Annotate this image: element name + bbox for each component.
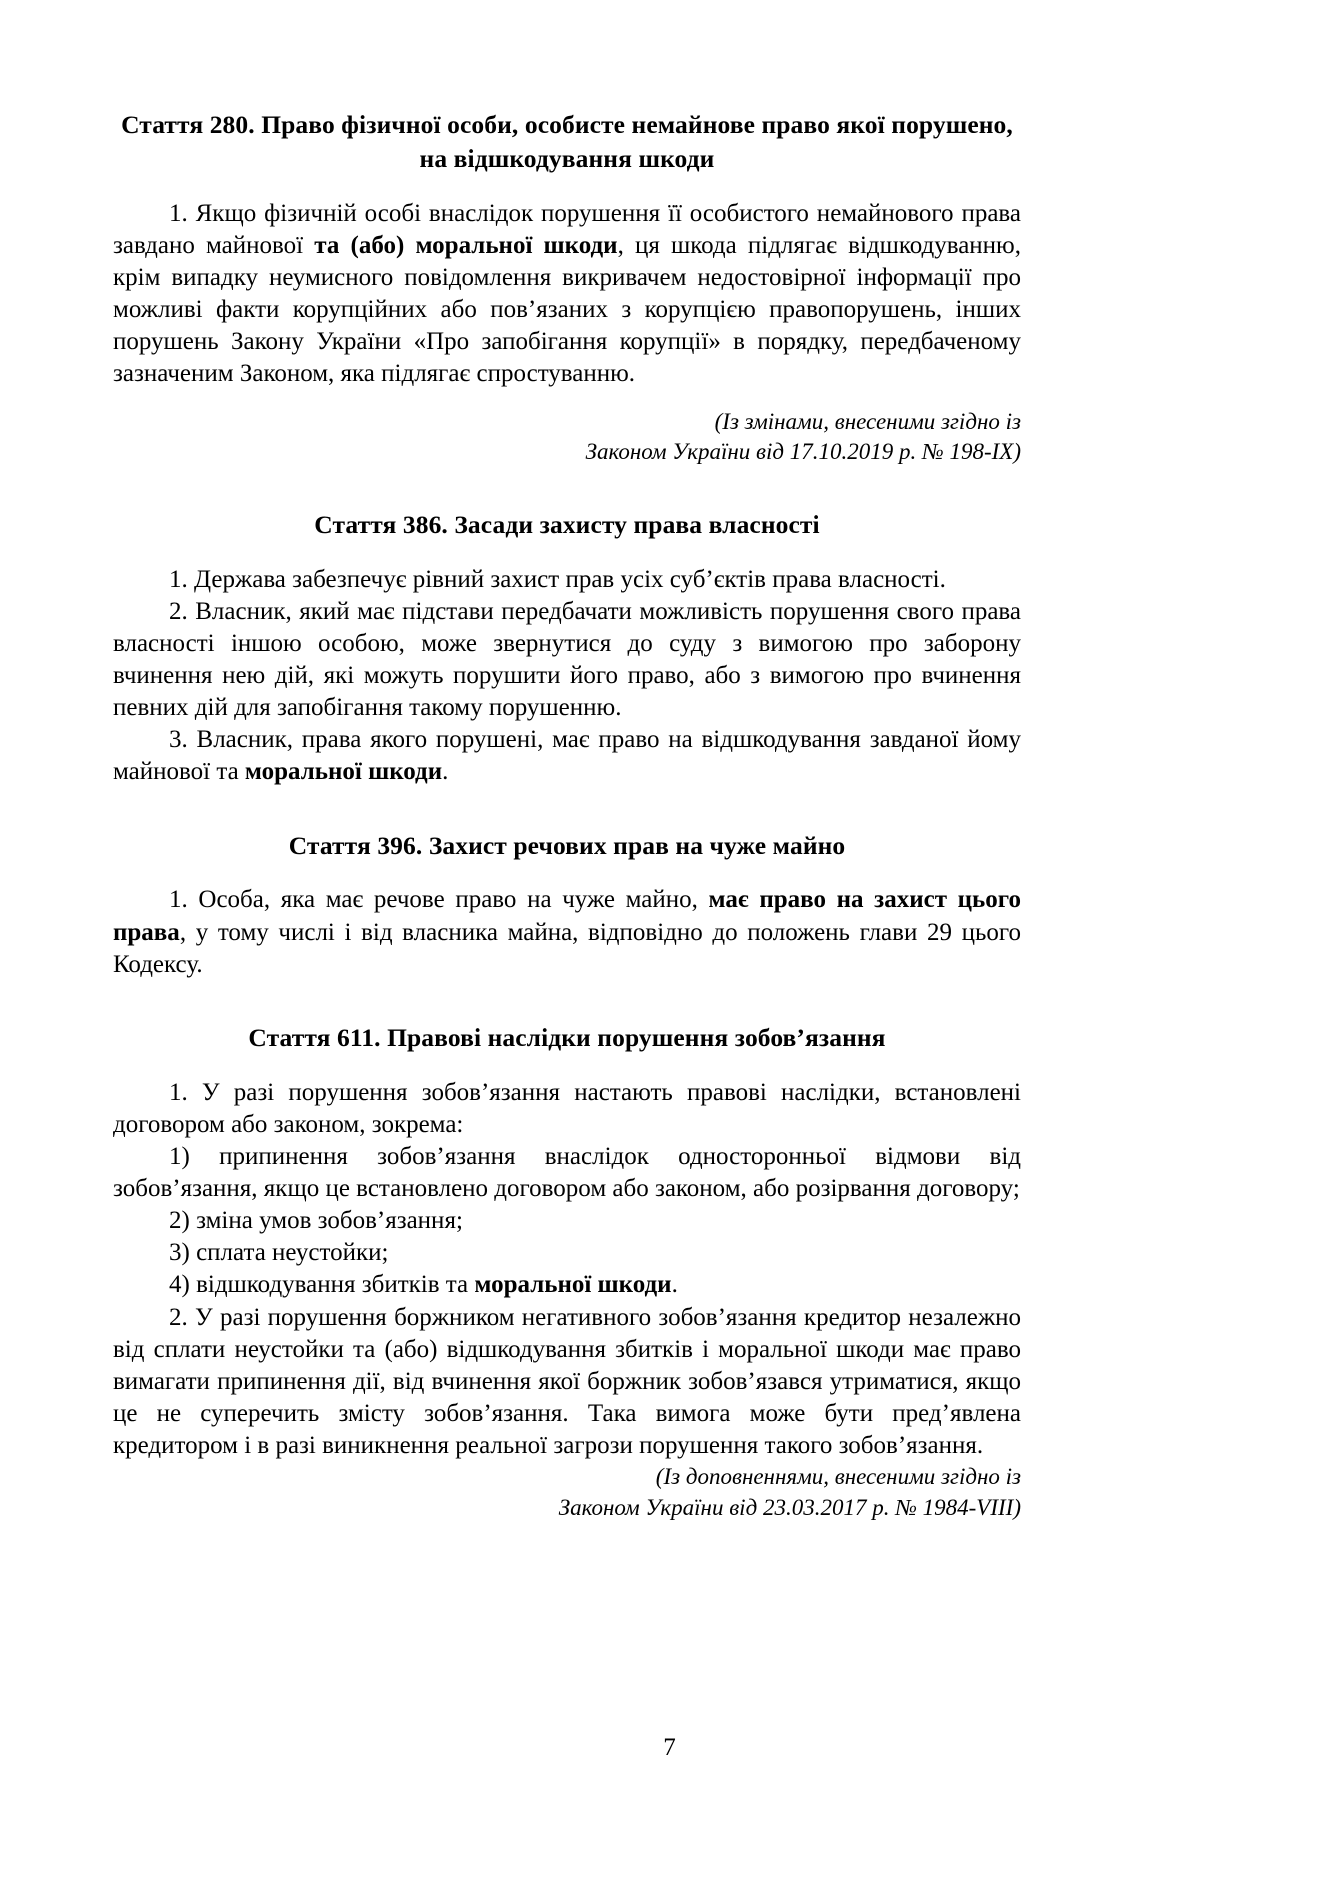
article-386-paragraph-1: 1. Держава забезпечує рівний захист прав усіх суб’єктів права власності. [169, 565, 946, 593]
note-line-1: (Із доповненнями, внесеними згідно із [655, 1464, 1021, 1490]
article-611-list-item-4: 4) відшкодування збитків та моральної шкоди. [169, 1271, 678, 1299]
article-611-amendment-note [113, 1462, 1021, 1523]
article-280-heading-line-2: на відшкодування шкоди [419, 143, 715, 173]
spacer [113, 542, 1021, 564]
text-column [113, 108, 1021, 1523]
article-386-paragraph-3: 3. Власник, права якого порушені, має право на відшкодування завданої йому майнової та моральної шкоди. [113, 726, 1021, 786]
article-280-paragraph-1: 1. Якщо фізичній особі внаслідок порушення її особистого немайнового права завдано майнової та (або) моральної шкоди, ця шкода підлягає відшкодуванню, крім випадку неумисного повідомлення викривачем недостовірної інформації про можливі факти корупційних або пов’язаних з корупцією правопорушень, інших порушень Закону України «Про запобігання корупції» в порядку, передбаченому зазначеним Законом, яка підлягає спростуванню. [113, 199, 1021, 388]
article-386-heading [113, 508, 1021, 542]
article-386-paragraph-2: 2. Власник, який має підстави передбачати можливість порушення свого права власності іншою особою, може звернутися до суду з вимогою про заборону вчинення нею дій, які можуть порушити його право, або з вимогою про вчинення певних дій для запобігання такому порушенню. [113, 597, 1021, 722]
page-number: 7 [663, 1734, 676, 1761]
article-611-list-item-3: 3) сплата неустойки; [169, 1239, 389, 1267]
article-611-list-item-1: 1) припинення зобов’язання внаслідок односторонньої відмови від зобов’язання, якщо це встановлено договором або законом, або розірвання договору; [113, 1142, 1021, 1203]
article-396-heading [113, 829, 1021, 863]
article-280-amendment-note [113, 407, 1021, 468]
spacer [113, 468, 1021, 508]
article-386-heading-line-1: Стаття 386. Засади захисту права власності [314, 509, 820, 539]
article-396-paragraph-1: 1. Особа, яка має речове право на чуже майно, має право на захист цього права, у тому числі і від власника майна, відповідно до положень глави 29 цього Кодексу. [113, 886, 1021, 978]
spacer [113, 1055, 1021, 1077]
article-280-heading-line-1: Стаття 280. Право фізичної особи, особисте немайнове право якої порушено, [121, 110, 1013, 139]
article-396-heading-line-1: Стаття 396. Захист речових прав на чуже майно [288, 830, 846, 860]
note-line-2: Законом України від 17.10.2019 р. № 198-IX) [585, 439, 1021, 465]
spacer [113, 981, 1021, 1021]
spacer [113, 789, 1021, 829]
spacer [113, 391, 1021, 407]
spacer [113, 862, 1021, 884]
spacer [113, 176, 1021, 198]
article-611-paragraph-2: 2. У разі порушення боржником негативного зобов’язання кредитор незалежно від сплати неустойки та (або) відшкодування збитків і моральної шкоди має право вимагати припинення дії, від вчинення якої боржник зобов’язався утриматися, якщо це не суперечить змісту зобов’язання. Така вимога може бути пред’явлена кредитором і в разі виникнення реальної загрози порушення такого зобов’язання. [113, 1303, 1021, 1460]
article-611-heading-line-1: Стаття 611. Правові наслідки порушення зобов’язання [248, 1022, 886, 1052]
article-611-heading [113, 1021, 1021, 1055]
article-280-heading [113, 108, 1021, 176]
note-line-1: (Із змінами, внесеними згідно із [714, 408, 1021, 434]
note-line-2: Законом України від 23.03.2017 р. № 1984-VIII) [558, 1494, 1021, 1520]
article-611-list-item-2: 2) зміна умов зобов’язання; [169, 1207, 463, 1235]
article-611-paragraph-1: 1. У разі порушення зобов’язання настають правові наслідки, встановлені договором або законом, зокрема: [113, 1078, 1021, 1138]
